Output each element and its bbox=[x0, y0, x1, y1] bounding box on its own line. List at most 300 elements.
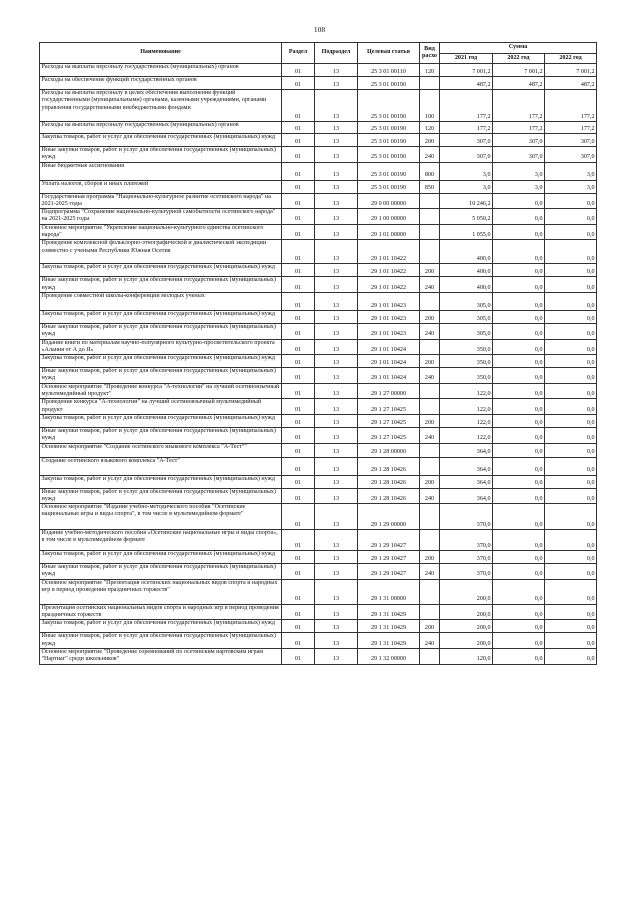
table-row bbox=[40, 457, 597, 475]
row-section: 01 bbox=[282, 339, 315, 355]
row-sum-2022: 0,0 bbox=[493, 604, 545, 620]
row-section: 01 bbox=[282, 209, 315, 225]
row-section: 01 bbox=[282, 604, 315, 620]
row-target-article: 25 3 01 00190 bbox=[358, 162, 420, 180]
row-target-article: 29 1 29 10427 bbox=[358, 530, 420, 551]
row-subsection: 13 bbox=[315, 264, 358, 277]
row-subsection: 13 bbox=[315, 383, 358, 399]
row-sum-2022b: 0,0 bbox=[545, 292, 597, 310]
row-expense-type bbox=[420, 648, 440, 664]
row-subsection: 13 bbox=[315, 504, 358, 530]
row-section: 01 bbox=[282, 564, 315, 580]
table-row bbox=[40, 427, 597, 443]
row-sum-2022b: 0,0 bbox=[545, 323, 597, 339]
row-name: Основное мероприятие "Издание учебно-методического пособия "Осетинские национальные игры и виды спорта", в том числе в мультимедийном формате" bbox=[40, 504, 282, 530]
row-target-article: 29 1 28 10426 bbox=[358, 457, 420, 475]
row-name: Иные закупки товаров, работ и услуг для обеспечения государственных (муниципальных) нужд bbox=[40, 368, 282, 384]
row-expense-type: 200 bbox=[420, 134, 440, 147]
row-sum-2022: 3,0 bbox=[493, 162, 545, 180]
row-target-article: 25 3 01 00110 bbox=[358, 64, 420, 77]
row-sum-2022b: 3,0 bbox=[545, 180, 597, 193]
row-target-article: 29 0 00 00000 bbox=[358, 193, 420, 209]
row-target-article: 29 1 01 10422 bbox=[358, 277, 420, 293]
header-expense-type: Вид расхо bbox=[420, 43, 440, 64]
row-target-article: 29 1 01 00000 bbox=[358, 224, 420, 240]
row-sum-2022: 307,0 bbox=[493, 134, 545, 147]
row-subsection: 13 bbox=[315, 310, 358, 323]
row-sum-2021: 400,0 bbox=[440, 277, 493, 293]
row-section: 01 bbox=[282, 551, 315, 564]
row-subsection: 13 bbox=[315, 488, 358, 504]
row-sum-2022: 0,0 bbox=[493, 292, 545, 310]
row-section: 01 bbox=[282, 530, 315, 551]
row-target-article: 29 1 29 00000 bbox=[358, 504, 420, 530]
row-subsection: 13 bbox=[315, 122, 358, 134]
row-section: 01 bbox=[282, 633, 315, 649]
row-expense-type bbox=[420, 504, 440, 530]
row-expense-type bbox=[420, 77, 440, 90]
row-subsection: 13 bbox=[315, 633, 358, 649]
row-section: 01 bbox=[282, 180, 315, 193]
row-sum-2022: 0,0 bbox=[493, 551, 545, 564]
row-subsection: 13 bbox=[315, 604, 358, 620]
row-section: 01 bbox=[282, 620, 315, 633]
row-sum-2021: 200,0 bbox=[440, 620, 493, 633]
row-sum-2021: 122,0 bbox=[440, 383, 493, 399]
row-name: Закупка товаров, работ и услуг для обеспечения государственных (муниципальных) нужд bbox=[40, 475, 282, 488]
row-sum-2022b: 0,0 bbox=[545, 504, 597, 530]
row-sum-2021: 364,0 bbox=[440, 443, 493, 457]
row-sum-2021: 305,0 bbox=[440, 323, 493, 339]
row-sum-2022b: 0,0 bbox=[545, 488, 597, 504]
row-sum-2022: 3,0 bbox=[493, 180, 545, 193]
row-expense-type: 240 bbox=[420, 147, 440, 163]
table-row bbox=[40, 310, 597, 323]
page-number: 108 bbox=[313, 25, 326, 34]
row-section: 01 bbox=[282, 240, 315, 264]
row-sum-2022: 0,0 bbox=[493, 648, 545, 664]
table-row bbox=[40, 488, 597, 504]
table-row bbox=[40, 530, 597, 551]
row-section: 01 bbox=[282, 427, 315, 443]
row-name: Закупка товаров, работ и услуг для обеспечения государственных (муниципальных) нужд bbox=[40, 551, 282, 564]
row-sum-2022: 0,0 bbox=[493, 633, 545, 649]
row-expense-type: 200 bbox=[420, 620, 440, 633]
row-expense-type: 240 bbox=[420, 368, 440, 384]
row-sum-2021: 370,0 bbox=[440, 530, 493, 551]
row-sum-2021: 200,0 bbox=[440, 633, 493, 649]
row-section: 01 bbox=[282, 77, 315, 90]
row-subsection: 13 bbox=[315, 355, 358, 368]
row-name: Иные закупки товаров, работ и услуг для обеспечения государственных (муниципальных) нужд bbox=[40, 147, 282, 163]
row-name: Проведение конкурса "А-технологии" на лучший осетиноязычный мультимедийный продукт bbox=[40, 399, 282, 415]
header-name: Наименование bbox=[40, 43, 282, 64]
row-sum-2022b: 0,0 bbox=[545, 648, 597, 664]
row-sum-2021: 5 050,2 bbox=[440, 209, 493, 225]
row-name: Основное мероприятие "Презентация осетинских национальных видов спорта и народных игр в период проведения праздничных торжеств" bbox=[40, 579, 282, 604]
header-year-2022b: 2022 год bbox=[545, 54, 597, 64]
row-section: 01 bbox=[282, 162, 315, 180]
header-target-article: Целевая статья bbox=[358, 43, 420, 64]
row-section: 01 bbox=[282, 122, 315, 134]
row-name: Расходы на выплаты персоналу в целях обеспечения выполнения функций государственными (муниципальными) органами, казенными учреждениями, органами управления государственными внебюджетными фондами bbox=[40, 90, 282, 122]
row-target-article: 29 1 29 10427 bbox=[358, 564, 420, 580]
row-target-article: 29 1 01 10423 bbox=[358, 310, 420, 323]
row-name: Уплата налогов, сборов и иных платежей bbox=[40, 180, 282, 193]
row-name: Иные закупки товаров, работ и услуг для обеспечения государственных (муниципальных) нужд bbox=[40, 633, 282, 649]
row-sum-2022b: 487,2 bbox=[545, 77, 597, 90]
row-expense-type bbox=[420, 292, 440, 310]
row-name: Расходы на выплаты персоналу государственных (муниципальных) органов bbox=[40, 64, 282, 77]
row-sum-2022: 0,0 bbox=[493, 355, 545, 368]
row-expense-type: 240 bbox=[420, 633, 440, 649]
row-section: 01 bbox=[282, 399, 315, 415]
row-expense-type bbox=[420, 443, 440, 457]
row-section: 01 bbox=[282, 488, 315, 504]
row-sum-2022b: 0,0 bbox=[545, 277, 597, 293]
row-sum-2021: 122,0 bbox=[440, 399, 493, 415]
header-year-2021: 2021 год bbox=[440, 54, 493, 64]
table-row bbox=[40, 414, 597, 427]
row-name: Расходы на обеспечение функций государственных органов bbox=[40, 77, 282, 90]
row-sum-2022: 307,0 bbox=[493, 147, 545, 163]
row-section: 01 bbox=[282, 579, 315, 604]
row-sum-2022b: 0,0 bbox=[545, 399, 597, 415]
row-target-article: 29 1 01 10422 bbox=[358, 240, 420, 264]
row-sum-2021: 350,0 bbox=[440, 368, 493, 384]
row-name: Государственная программа "Национально-культурное развитие осетинского народа" на 2021-2025 годы bbox=[40, 193, 282, 209]
row-sum-2021: 200,0 bbox=[440, 579, 493, 604]
table-row bbox=[40, 368, 597, 384]
row-expense-type: 850 bbox=[420, 180, 440, 193]
row-section: 01 bbox=[282, 310, 315, 323]
row-sum-2021: 200,0 bbox=[440, 604, 493, 620]
row-section: 01 bbox=[282, 224, 315, 240]
table-row bbox=[40, 292, 597, 310]
row-section: 01 bbox=[282, 323, 315, 339]
row-sum-2022: 0,0 bbox=[493, 264, 545, 277]
table-row bbox=[40, 180, 597, 193]
row-target-article: 25 3 01 00190 bbox=[358, 77, 420, 90]
row-name: Основное мероприятие "Укрепление национально-культурного единства осетинского народа" bbox=[40, 224, 282, 240]
row-name: Закупка товаров, работ и услуг для обеспечения государственных (муниципальных) нужд bbox=[40, 620, 282, 633]
header-section: Раздел bbox=[282, 43, 315, 64]
row-sum-2022b: 0,0 bbox=[545, 383, 597, 399]
row-sum-2022: 0,0 bbox=[493, 620, 545, 633]
row-sum-2022b: 0,0 bbox=[545, 427, 597, 443]
row-section: 01 bbox=[282, 147, 315, 163]
row-sum-2022: 0,0 bbox=[493, 564, 545, 580]
row-section: 01 bbox=[282, 292, 315, 310]
row-subsection: 13 bbox=[315, 77, 358, 90]
header-year-2022: 2022 год bbox=[493, 54, 545, 64]
row-sum-2022b: 0,0 bbox=[545, 564, 597, 580]
row-section: 01 bbox=[282, 277, 315, 293]
row-section: 01 bbox=[282, 475, 315, 488]
row-expense-type: 240 bbox=[420, 488, 440, 504]
row-sum-2022b: 0,0 bbox=[545, 240, 597, 264]
row-sum-2022: 0,0 bbox=[493, 240, 545, 264]
row-target-article: 29 1 31 10429 bbox=[358, 604, 420, 620]
row-target-article: 29 1 31 10429 bbox=[358, 633, 420, 649]
row-sum-2022: 0,0 bbox=[493, 530, 545, 551]
row-sum-2022: 177,2 bbox=[493, 122, 545, 134]
row-sum-2022b: 0,0 bbox=[545, 551, 597, 564]
row-expense-type bbox=[420, 604, 440, 620]
row-sum-2022: 0,0 bbox=[493, 193, 545, 209]
row-subsection: 13 bbox=[315, 530, 358, 551]
row-sum-2021: 400,0 bbox=[440, 264, 493, 277]
table-row bbox=[40, 323, 597, 339]
row-expense-type: 120 bbox=[420, 122, 440, 134]
table-row bbox=[40, 240, 597, 264]
row-sum-2021: 364,0 bbox=[440, 488, 493, 504]
row-sum-2022b: 0,0 bbox=[545, 414, 597, 427]
table-row bbox=[40, 64, 597, 77]
table-row bbox=[40, 147, 597, 163]
row-sum-2022b: 0,0 bbox=[545, 368, 597, 384]
row-target-article: 29 1 28 00000 bbox=[358, 443, 420, 457]
row-target-article: 25 3 01 00190 bbox=[358, 180, 420, 193]
row-sum-2022b: 7 001,2 bbox=[545, 64, 597, 77]
row-expense-type bbox=[420, 383, 440, 399]
row-target-article: 25 3 01 00190 bbox=[358, 134, 420, 147]
row-target-article: 29 1 00 00000 bbox=[358, 209, 420, 225]
row-subsection: 13 bbox=[315, 368, 358, 384]
row-sum-2022b: 0,0 bbox=[545, 193, 597, 209]
table-row bbox=[40, 399, 597, 415]
row-expense-type: 240 bbox=[420, 564, 440, 580]
row-name: Проведение совместной школы-конференции молодых ученых bbox=[40, 292, 282, 310]
row-sum-2022: 0,0 bbox=[493, 457, 545, 475]
table-row bbox=[40, 277, 597, 293]
row-expense-type bbox=[420, 457, 440, 475]
row-section: 01 bbox=[282, 368, 315, 384]
row-sum-2022: 0,0 bbox=[493, 323, 545, 339]
row-sum-2022: 0,0 bbox=[493, 414, 545, 427]
table-row bbox=[40, 122, 597, 134]
row-sum-2021: 350,0 bbox=[440, 355, 493, 368]
row-subsection: 13 bbox=[315, 180, 358, 193]
table-row bbox=[40, 383, 597, 399]
row-sum-2022: 0,0 bbox=[493, 224, 545, 240]
row-sum-2021: 10 246,2 bbox=[440, 193, 493, 209]
row-section: 01 bbox=[282, 504, 315, 530]
row-sum-2022: 7 001,2 bbox=[493, 64, 545, 77]
row-section: 01 bbox=[282, 414, 315, 427]
table-row bbox=[40, 564, 597, 580]
row-target-article: 25 3 01 00190 bbox=[358, 90, 420, 122]
row-target-article: 29 1 28 10426 bbox=[358, 488, 420, 504]
row-sum-2022: 0,0 bbox=[493, 339, 545, 355]
table-row bbox=[40, 504, 597, 530]
row-target-article: 29 1 27 10425 bbox=[358, 414, 420, 427]
row-sum-2021: 364,0 bbox=[440, 457, 493, 475]
table-row bbox=[40, 579, 597, 604]
row-expense-type: 120 bbox=[420, 64, 440, 77]
row-target-article: 29 1 01 10423 bbox=[358, 292, 420, 310]
row-subsection: 13 bbox=[315, 457, 358, 475]
row-sum-2022b: 307,0 bbox=[545, 134, 597, 147]
row-sum-2022: 0,0 bbox=[493, 427, 545, 443]
table-body bbox=[40, 64, 597, 665]
row-name: Иные бюджетные ассигнования bbox=[40, 162, 282, 180]
row-target-article: 29 1 27 10425 bbox=[358, 427, 420, 443]
row-sum-2022b: 0,0 bbox=[545, 475, 597, 488]
table-row bbox=[40, 134, 597, 147]
row-sum-2021: 350,0 bbox=[440, 339, 493, 355]
row-target-article: 29 1 01 10424 bbox=[358, 339, 420, 355]
row-target-article: 29 1 01 10423 bbox=[358, 323, 420, 339]
row-sum-2021: 3,0 bbox=[440, 180, 493, 193]
row-target-article: 29 1 01 10424 bbox=[358, 368, 420, 384]
row-target-article: 29 1 29 10427 bbox=[358, 551, 420, 564]
row-sum-2022: 0,0 bbox=[493, 368, 545, 384]
row-subsection: 13 bbox=[315, 648, 358, 664]
row-expense-type bbox=[420, 193, 440, 209]
row-subsection: 13 bbox=[315, 277, 358, 293]
row-name: Закупка товаров, работ и услуг для обеспечения государственных (муниципальных) нужд bbox=[40, 355, 282, 368]
row-subsection: 13 bbox=[315, 224, 358, 240]
row-expense-type bbox=[420, 339, 440, 355]
table-row bbox=[40, 443, 597, 457]
table-row bbox=[40, 648, 597, 664]
row-expense-type bbox=[420, 399, 440, 415]
row-section: 01 bbox=[282, 193, 315, 209]
row-sum-2022b: 0,0 bbox=[545, 620, 597, 633]
row-subsection: 13 bbox=[315, 551, 358, 564]
row-subsection: 13 bbox=[315, 292, 358, 310]
header-row bbox=[40, 43, 597, 54]
row-sum-2021: 1 055,0 bbox=[440, 224, 493, 240]
row-expense-type: 240 bbox=[420, 323, 440, 339]
table-row bbox=[40, 355, 597, 368]
table-row bbox=[40, 339, 597, 355]
row-sum-2022b: 0,0 bbox=[545, 209, 597, 225]
row-sum-2021: 370,0 bbox=[440, 551, 493, 564]
row-name: Иные закупки товаров, работ и услуг для обеспечения государственных (муниципальных) нужд bbox=[40, 488, 282, 504]
row-sum-2021: 400,0 bbox=[440, 240, 493, 264]
row-expense-type bbox=[420, 209, 440, 225]
row-name: Основное мероприятие "Создание осетинского языкового комплекса "А-Тест"" bbox=[40, 443, 282, 457]
row-sum-2021: 120,0 bbox=[440, 648, 493, 664]
row-sum-2022: 0,0 bbox=[493, 277, 545, 293]
table-row bbox=[40, 604, 597, 620]
row-name: Иные закупки товаров, работ и услуг для обеспечения государственных (муниципальных) нужд bbox=[40, 323, 282, 339]
budget-table bbox=[39, 42, 597, 665]
row-sum-2021: 7 001,2 bbox=[440, 64, 493, 77]
row-name: Издание книги по материалам научно-популярного культурно-просветительского проекта «Алания от А до Я» bbox=[40, 339, 282, 355]
row-sum-2021: 487,2 bbox=[440, 77, 493, 90]
table-row bbox=[40, 551, 597, 564]
row-sum-2021: 122,0 bbox=[440, 427, 493, 443]
row-expense-type: 200 bbox=[420, 310, 440, 323]
row-sum-2022b: 307,0 bbox=[545, 147, 597, 163]
row-name: Издание учебно-методического пособия «Осетинские национальные игры и виды спорта», в том числе в мультимедийном формате bbox=[40, 530, 282, 551]
row-name: Проведение комплексной фольклорно-этнографической и диалектической экспедиции совместно с учеными Республики Южная Осетия bbox=[40, 240, 282, 264]
row-subsection: 13 bbox=[315, 64, 358, 77]
row-subsection: 13 bbox=[315, 620, 358, 633]
row-sum-2022b: 0,0 bbox=[545, 457, 597, 475]
row-subsection: 13 bbox=[315, 579, 358, 604]
row-subsection: 13 bbox=[315, 147, 358, 163]
row-section: 01 bbox=[282, 264, 315, 277]
row-sum-2022b: 0,0 bbox=[545, 339, 597, 355]
row-target-article: 25 3 01 00190 bbox=[358, 122, 420, 134]
row-expense-type: 800 bbox=[420, 162, 440, 180]
row-target-article: 29 1 01 10424 bbox=[358, 355, 420, 368]
table-row bbox=[40, 90, 597, 122]
row-subsection: 13 bbox=[315, 443, 358, 457]
row-sum-2021: 307,0 bbox=[440, 147, 493, 163]
row-subsection: 13 bbox=[315, 475, 358, 488]
row-sum-2022b: 0,0 bbox=[545, 530, 597, 551]
row-name: Иные закупки товаров, работ и услуг для обеспечения государственных (муниципальных) нужд bbox=[40, 564, 282, 580]
row-expense-type: 240 bbox=[420, 427, 440, 443]
row-section: 01 bbox=[282, 90, 315, 122]
row-sum-2021: 370,0 bbox=[440, 564, 493, 580]
row-section: 01 bbox=[282, 443, 315, 457]
row-sum-2022: 0,0 bbox=[493, 443, 545, 457]
row-subsection: 13 bbox=[315, 90, 358, 122]
row-expense-type bbox=[420, 530, 440, 551]
row-sum-2022: 0,0 bbox=[493, 475, 545, 488]
row-expense-type bbox=[420, 240, 440, 264]
row-name: Подпрограмма "Сохранение национально-культурной самобытности осетинского народа" на 2021-2025 годы bbox=[40, 209, 282, 225]
row-name: Закупка товаров, работ и услуг для обеспечения государственных (муниципальных) нужд bbox=[40, 264, 282, 277]
header-subsection: Подраздел bbox=[315, 43, 358, 64]
row-sum-2022: 0,0 bbox=[493, 209, 545, 225]
row-subsection: 13 bbox=[315, 193, 358, 209]
row-sum-2021: 177,2 bbox=[440, 122, 493, 134]
row-sum-2022b: 0,0 bbox=[545, 579, 597, 604]
row-name: Иные закупки товаров, работ и услуг для обеспечения государственных (муниципальных) нужд bbox=[40, 277, 282, 293]
row-sum-2021: 307,0 bbox=[440, 134, 493, 147]
table-row bbox=[40, 77, 597, 90]
row-target-article: 29 1 28 10426 bbox=[358, 475, 420, 488]
row-name: Расходы на выплаты персоналу государственных (муниципальных) органов bbox=[40, 122, 282, 134]
row-subsection: 13 bbox=[315, 240, 358, 264]
table-row bbox=[40, 162, 597, 180]
table-row bbox=[40, 209, 597, 225]
row-target-article: 25 3 01 00190 bbox=[358, 147, 420, 163]
row-subsection: 13 bbox=[315, 162, 358, 180]
row-name: Основное мероприятие "Проведение конкурса "А-технологии" на лучший осетиноязычный мультимедийный продукт" bbox=[40, 383, 282, 399]
row-sum-2021: 305,0 bbox=[440, 292, 493, 310]
row-expense-type bbox=[420, 224, 440, 240]
row-subsection: 13 bbox=[315, 414, 358, 427]
table-row bbox=[40, 224, 597, 240]
row-sum-2022b: 0,0 bbox=[545, 264, 597, 277]
row-sum-2022b: 0,0 bbox=[545, 604, 597, 620]
row-section: 01 bbox=[282, 355, 315, 368]
row-sum-2021: 364,0 bbox=[440, 475, 493, 488]
row-subsection: 13 bbox=[315, 323, 358, 339]
row-target-article: 29 1 01 10422 bbox=[358, 264, 420, 277]
row-section: 01 bbox=[282, 64, 315, 77]
table-row bbox=[40, 620, 597, 633]
row-sum-2022b: 0,0 bbox=[545, 633, 597, 649]
row-expense-type: 200 bbox=[420, 355, 440, 368]
row-expense-type: 200 bbox=[420, 414, 440, 427]
row-name: Основное мероприятие "Проведение соревнований по осетинским нартовским играм "Нартиаг" среди школьников" bbox=[40, 648, 282, 664]
row-sum-2022b: 177,2 bbox=[545, 122, 597, 134]
row-name: Закупка товаров, работ и услуг для обеспечения государственных (муниципальных) нужд bbox=[40, 414, 282, 427]
row-subsection: 13 bbox=[315, 427, 358, 443]
row-subsection: 13 bbox=[315, 209, 358, 225]
row-name: Закупка товаров, работ и услуг для обеспечения государственных (муниципальных) нужд bbox=[40, 310, 282, 323]
row-sum-2022: 0,0 bbox=[493, 383, 545, 399]
